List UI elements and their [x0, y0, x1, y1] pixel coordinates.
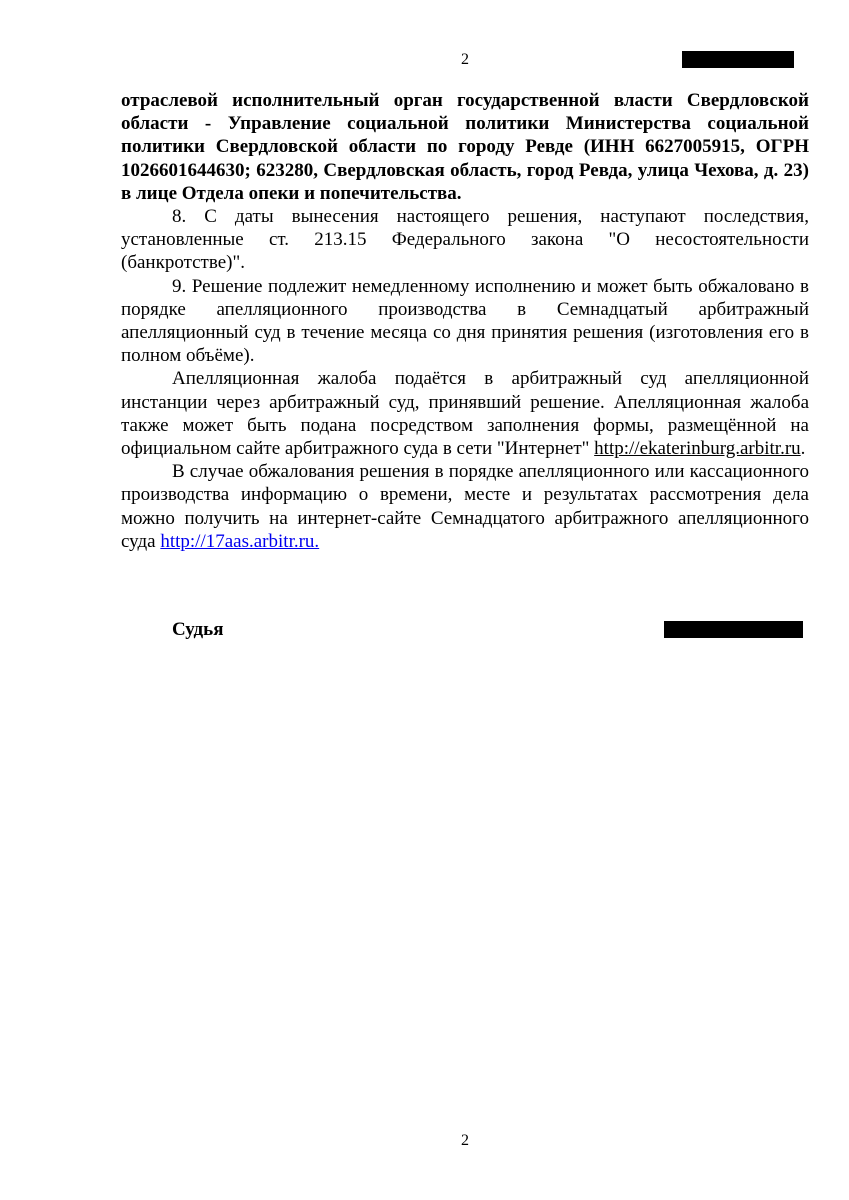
paragraph-item-9: 9. Решение подлежит немедленному исполнению и может быть обжаловано в порядке апелляционного производства в Семнадцатый арбитражный апелляционный суд в течение месяца со дня принятия решения (изготовления его в полном объёме).: [121, 275, 809, 367]
paragraph-item-8: 8. С даты вынесения настоящего решения, наступают последствия, установленные ст. 213.15 Федерального закона "О несостоятельности (банкротстве)".: [121, 206, 809, 274]
page-number-bottom: 2: [461, 1132, 469, 1149]
ekaterinburg-court-link[interactable]: http://ekaterinburg.arbitr.ru: [594, 438, 801, 460]
appeal-text: Апелляционная жалоба подаётся в арбитражный суд апелляционной инстанции через арбитражный суд, принявший решение. Апелляционная жалоба также может быть подана посредством заполнения формы, размещённой на официальном сайте арбитражного суда в сети "Интернет": [121, 368, 809, 460]
appeal-tail: .: [800, 438, 806, 460]
redaction-bar-header: [682, 51, 794, 68]
paragraph-info: [121, 460, 809, 553]
page-number-top: 2: [461, 51, 469, 68]
judge-label: Судья: [172, 619, 224, 640]
paragraph-appeal: [121, 367, 809, 460]
info-text: В случае обжалования решения в порядке апелляционного или кассационного производства информацию о времени, месте и результатах рассмотрения дела можно получить на интернет-сайте Семнадцатого арбитражного апелляционного суда: [121, 461, 809, 552]
parties-continuation: отраслевой исполнительный орган государственной власти Свердловской области - Управление социальной политики Министерства социальной политики Свердловской области по городу Ревде (ИНН 6627005915, ОГРН 1026601644630; 623280, Свердловская область, город Ревда, улица Чехова, д. 23) в лице Отдела опеки и попечительства.: [121, 90, 809, 204]
redaction-bar-judge-name: [664, 621, 803, 638]
document-body: [121, 89, 809, 553]
17aas-court-link[interactable]: http://17aas.arbitr.ru.: [160, 530, 320, 552]
